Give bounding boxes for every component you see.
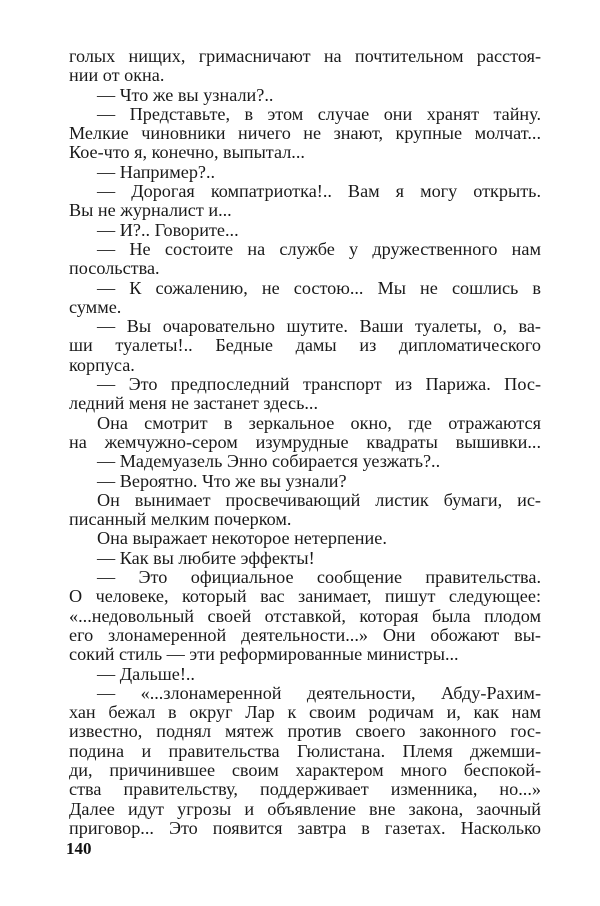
text-line: приговор... Это появится завтра в газетах. Насколько	[69, 817, 541, 838]
body-text	[69, 47, 541, 838]
text-line: — Что же вы узнали?..	[97, 84, 274, 105]
text-line: ледний меня не застанет здесь...	[69, 393, 319, 414]
page-number: 140	[66, 839, 92, 858]
text-line: — Например?..	[97, 161, 216, 182]
text-line: ди, причинившее своим характером много беспокой-	[69, 759, 541, 780]
text-line: ши туалеты!.. Бедные дамы из дипломатического	[69, 335, 541, 356]
text-line: Вы не журналист и...	[69, 200, 232, 221]
text-line: на жемчужно-сером изумрудные квадраты вышивки...	[69, 431, 541, 452]
text-line: Она смотрит в зеркальное окно, где отражаются	[97, 412, 541, 433]
text-line: — Представьте, в этом случае они хранят тайну.	[97, 103, 541, 124]
text-line: — К сожалению, не состою... Мы не сошлись в	[97, 277, 541, 298]
text-line: — И?.. Говорите...	[97, 219, 239, 240]
text-line: Далее идут угрозы и объявление вне закона, заочный	[69, 798, 541, 819]
text-line: сокий стиль — эти реформированные министры...	[69, 644, 459, 665]
text-line: — Как вы любите эффекты!	[97, 547, 315, 568]
text-line: — Это официальное сообщение правительства.	[97, 567, 541, 588]
text-line: хан бежал в округ Лар к своим родичам и, как нам	[69, 702, 541, 723]
text-line: О человеке, который вас занимает, пишут следующее:	[69, 586, 541, 607]
text-line: — Дальше!..	[97, 663, 195, 684]
text-line: подина и правительства Гюлистана. Племя джемши-	[69, 740, 541, 761]
text-line: Он вынимает просвечивающий листик бумаги, ис-	[97, 489, 541, 510]
text-line: — Вероятно. Что же вы узнали?	[97, 470, 347, 491]
text-line: — Дорогая компатриотка!.. Вам я могу открыть.	[97, 181, 541, 202]
text-line: известно, поднял мятеж против своего законного гос-	[69, 721, 541, 742]
text-line: Она выражает некоторое нетерпение.	[97, 528, 387, 549]
text-line: корпуса.	[69, 354, 135, 375]
text-line: ства правительству, поддерживает изменника, но...»	[69, 779, 541, 800]
text-line: посольства.	[69, 258, 160, 279]
text-line: писанный мелким почерком.	[69, 509, 292, 530]
text-line: — Не состоите на службе у дружественного нам	[97, 238, 541, 259]
text-line: голых нищих, гримасничают на почтительном расстоя-	[69, 46, 541, 66]
text-line: нии от окна.	[69, 65, 165, 86]
text-line: Мелкие чиновники ничего не знают, крупные молчат...	[69, 123, 541, 144]
text-line: его злонамеренной деятельности...» Они обожают вы-	[69, 624, 541, 645]
text-line: — Это предпоследний транспорт из Парижа. Пос-	[97, 374, 541, 395]
text-line: Кое-что я, конечно, выпытал...	[69, 142, 305, 163]
text-line: — Мадемуазель Энно собирается уезжать?..	[97, 451, 441, 472]
text-line: «...недовольный своей отставкой, которая была плодом	[69, 605, 541, 626]
text-line: — Вы очаровательно шутите. Ваши туалеты, о, ва-	[97, 316, 541, 337]
text-line: — «...злонамеренной деятельности, Абду-Рахим-	[97, 682, 541, 703]
text-line: сумме.	[69, 296, 122, 317]
